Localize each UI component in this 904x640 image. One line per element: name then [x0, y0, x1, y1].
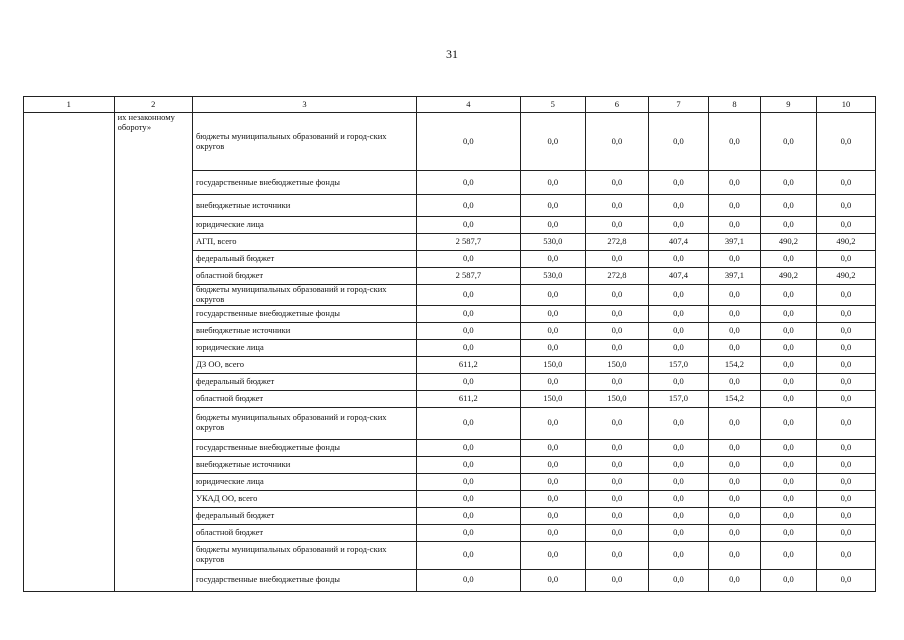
value-cell: 0,0 [416, 569, 520, 591]
funding-source-label: юридические лица [192, 339, 416, 356]
value-cell: 0,0 [760, 356, 816, 373]
value-cell: 0,0 [760, 113, 816, 171]
funding-source-label: ДЗ ОО, всего [192, 356, 416, 373]
value-cell: 0,0 [709, 569, 761, 591]
value-cell: 490,2 [816, 268, 875, 285]
value-cell: 0,0 [760, 171, 816, 195]
column-number: 5 [520, 97, 585, 113]
value-cell: 157,0 [648, 390, 708, 407]
value-cell: 0,0 [585, 322, 648, 339]
funding-source-label: АГП, всего [192, 234, 416, 251]
value-cell: 0,0 [416, 373, 520, 390]
value-cell: 0,0 [709, 439, 761, 456]
value-cell: 0,0 [816, 251, 875, 268]
value-cell: 0,0 [416, 439, 520, 456]
value-cell: 157,0 [648, 356, 708, 373]
value-cell: 0,0 [816, 524, 875, 541]
value-cell: 0,0 [760, 285, 816, 306]
column-number-row [24, 97, 876, 113]
value-cell: 0,0 [648, 305, 708, 322]
value-cell: 0,0 [760, 195, 816, 217]
value-cell: 397,1 [709, 268, 761, 285]
value-cell: 0,0 [416, 171, 520, 195]
column-number: 1 [24, 97, 115, 113]
funding-source-label: федеральный бюджет [192, 373, 416, 390]
funding-source-label: областной бюджет [192, 268, 416, 285]
value-cell: 154,2 [709, 390, 761, 407]
funding-source-label: внебюджетные источники [192, 456, 416, 473]
value-cell: 0,0 [416, 407, 520, 439]
value-cell: 0,0 [760, 524, 816, 541]
funding-source-label: бюджеты муниципальных образований и город-ских округов [192, 113, 416, 171]
value-cell: 0,0 [585, 490, 648, 507]
value-cell: 0,0 [585, 251, 648, 268]
value-cell: 0,0 [416, 217, 520, 234]
value-cell: 0,0 [416, 195, 520, 217]
value-cell: 0,0 [648, 456, 708, 473]
value-cell: 150,0 [585, 356, 648, 373]
value-cell: 0,0 [416, 524, 520, 541]
value-cell: 0,0 [760, 322, 816, 339]
value-cell: 0,0 [709, 339, 761, 356]
value-cell: 0,0 [585, 217, 648, 234]
value-cell: 0,0 [648, 569, 708, 591]
value-cell: 0,0 [520, 322, 585, 339]
value-cell: 0,0 [816, 305, 875, 322]
value-cell: 530,0 [520, 268, 585, 285]
value-cell: 0,0 [760, 541, 816, 569]
value-cell: 0,0 [585, 439, 648, 456]
value-cell: 0,0 [585, 113, 648, 171]
value-cell: 0,0 [760, 490, 816, 507]
value-cell: 0,0 [648, 285, 708, 306]
value-cell: 0,0 [709, 285, 761, 306]
value-cell: 0,0 [520, 507, 585, 524]
value-cell: 0,0 [648, 439, 708, 456]
value-cell: 0,0 [760, 439, 816, 456]
value-cell: 0,0 [648, 251, 708, 268]
value-cell: 0,0 [520, 251, 585, 268]
column-number: 9 [760, 97, 816, 113]
value-cell: 0,0 [416, 113, 520, 171]
value-cell: 407,4 [648, 268, 708, 285]
value-cell: 0,0 [520, 217, 585, 234]
value-cell: 0,0 [520, 439, 585, 456]
value-cell: 150,0 [520, 356, 585, 373]
value-cell: 0,0 [585, 456, 648, 473]
value-cell: 0,0 [416, 541, 520, 569]
value-cell: 0,0 [520, 113, 585, 171]
value-cell: 0,0 [520, 339, 585, 356]
value-cell: 0,0 [585, 524, 648, 541]
value-cell: 0,0 [648, 473, 708, 490]
value-cell: 0,0 [760, 456, 816, 473]
value-cell: 150,0 [585, 390, 648, 407]
value-cell: 0,0 [416, 473, 520, 490]
value-cell: 490,2 [760, 268, 816, 285]
value-cell: 0,0 [709, 456, 761, 473]
funding-source-label: бюджеты муниципальных образований и город-ских округов [192, 407, 416, 439]
value-cell: 0,0 [520, 285, 585, 306]
column-number: 10 [816, 97, 875, 113]
value-cell: 0,0 [709, 251, 761, 268]
value-cell: 0,0 [585, 541, 648, 569]
value-cell: 0,0 [416, 251, 520, 268]
funding-source-label: государственные внебюджетные фонды [192, 171, 416, 195]
value-cell: 0,0 [760, 473, 816, 490]
funding-source-label: внебюджетные источники [192, 195, 416, 217]
value-cell: 0,0 [709, 473, 761, 490]
value-cell: 0,0 [816, 339, 875, 356]
value-cell: 0,0 [709, 217, 761, 234]
funding-source-label: областной бюджет [192, 390, 416, 407]
value-cell: 0,0 [816, 113, 875, 171]
value-cell: 0,0 [709, 407, 761, 439]
value-cell: 0,0 [816, 171, 875, 195]
value-cell: 0,0 [416, 322, 520, 339]
value-cell: 0,0 [760, 251, 816, 268]
value-cell: 0,0 [648, 407, 708, 439]
value-cell: 0,0 [585, 507, 648, 524]
value-cell: 0,0 [416, 490, 520, 507]
budget-table [23, 96, 876, 592]
page-number: 31 [446, 47, 458, 61]
value-cell: 490,2 [816, 234, 875, 251]
value-cell: 0,0 [816, 456, 875, 473]
funding-source-label: государственные внебюджетные фонды [192, 569, 416, 591]
value-cell: 0,0 [585, 407, 648, 439]
value-cell: 272,8 [585, 234, 648, 251]
value-cell: 0,0 [520, 490, 585, 507]
value-cell: 0,0 [816, 390, 875, 407]
value-cell: 0,0 [585, 569, 648, 591]
funding-source-label: бюджеты муниципальных образований и город-ских округов [192, 285, 416, 306]
value-cell: 0,0 [760, 407, 816, 439]
column-number: 6 [585, 97, 648, 113]
value-cell: 0,0 [520, 373, 585, 390]
value-cell: 0,0 [585, 339, 648, 356]
value-cell: 0,0 [648, 322, 708, 339]
event-name-cell: их незаконному обороту» [114, 113, 192, 592]
table-row [24, 113, 876, 171]
value-cell: 0,0 [760, 507, 816, 524]
value-cell: 0,0 [709, 113, 761, 171]
value-cell: 530,0 [520, 234, 585, 251]
column-1-cell [24, 113, 115, 592]
value-cell: 0,0 [816, 322, 875, 339]
value-cell: 0,0 [816, 569, 875, 591]
value-cell: 0,0 [585, 373, 648, 390]
value-cell: 0,0 [709, 171, 761, 195]
value-cell: 0,0 [520, 524, 585, 541]
value-cell: 0,0 [709, 305, 761, 322]
value-cell: 2 587,7 [416, 234, 520, 251]
value-cell: 0,0 [816, 407, 875, 439]
value-cell: 0,0 [709, 524, 761, 541]
value-cell: 0,0 [520, 407, 585, 439]
value-cell: 0,0 [648, 339, 708, 356]
value-cell: 0,0 [760, 390, 816, 407]
value-cell: 0,0 [648, 507, 708, 524]
funding-source-label: государственные внебюджетные фонды [192, 305, 416, 322]
value-cell: 0,0 [648, 217, 708, 234]
value-cell: 0,0 [760, 305, 816, 322]
value-cell: 611,2 [416, 356, 520, 373]
value-cell: 0,0 [520, 456, 585, 473]
value-cell: 0,0 [816, 473, 875, 490]
column-number: 8 [709, 97, 761, 113]
value-cell: 0,0 [648, 490, 708, 507]
value-cell: 407,4 [648, 234, 708, 251]
value-cell: 0,0 [520, 195, 585, 217]
column-number: 7 [648, 97, 708, 113]
value-cell: 272,8 [585, 268, 648, 285]
value-cell: 0,0 [585, 305, 648, 322]
value-cell: 0,0 [709, 322, 761, 339]
value-cell: 611,2 [416, 390, 520, 407]
value-cell: 154,2 [709, 356, 761, 373]
value-cell: 0,0 [585, 473, 648, 490]
value-cell: 0,0 [709, 195, 761, 217]
value-cell: 0,0 [816, 507, 875, 524]
funding-source-label: УКАД ОО, всего [192, 490, 416, 507]
value-cell: 0,0 [585, 285, 648, 306]
funding-source-label: федеральный бюджет [192, 251, 416, 268]
table-body [24, 113, 876, 592]
value-cell: 0,0 [709, 490, 761, 507]
column-number: 2 [114, 97, 192, 113]
value-cell: 0,0 [816, 490, 875, 507]
value-cell: 0,0 [709, 373, 761, 390]
value-cell: 0,0 [416, 456, 520, 473]
value-cell: 0,0 [760, 373, 816, 390]
value-cell: 0,0 [760, 569, 816, 591]
value-cell: 0,0 [760, 339, 816, 356]
value-cell: 2 587,7 [416, 268, 520, 285]
value-cell: 397,1 [709, 234, 761, 251]
value-cell: 0,0 [816, 195, 875, 217]
value-cell: 0,0 [520, 171, 585, 195]
value-cell: 0,0 [585, 195, 648, 217]
value-cell: 0,0 [648, 195, 708, 217]
funding-source-label: юридические лица [192, 217, 416, 234]
value-cell: 0,0 [816, 439, 875, 456]
value-cell: 490,2 [760, 234, 816, 251]
value-cell: 0,0 [816, 541, 875, 569]
value-cell: 0,0 [520, 569, 585, 591]
value-cell: 0,0 [648, 373, 708, 390]
funding-source-label: бюджеты муниципальных образований и город-ских округов [192, 541, 416, 569]
value-cell: 0,0 [416, 305, 520, 322]
value-cell: 0,0 [520, 541, 585, 569]
value-cell: 0,0 [520, 473, 585, 490]
value-cell: 0,0 [416, 507, 520, 524]
value-cell: 0,0 [816, 356, 875, 373]
value-cell: 0,0 [520, 305, 585, 322]
funding-source-label: областной бюджет [192, 524, 416, 541]
value-cell: 150,0 [520, 390, 585, 407]
funding-source-label: юридические лица [192, 473, 416, 490]
value-cell: 0,0 [816, 285, 875, 306]
value-cell: 0,0 [816, 217, 875, 234]
value-cell: 0,0 [416, 339, 520, 356]
column-number: 3 [192, 97, 416, 113]
value-cell: 0,0 [416, 285, 520, 306]
column-number: 4 [416, 97, 520, 113]
value-cell: 0,0 [709, 541, 761, 569]
value-cell: 0,0 [760, 217, 816, 234]
value-cell: 0,0 [709, 507, 761, 524]
funding-source-label: федеральный бюджет [192, 507, 416, 524]
funding-source-label: государственные внебюджетные фонды [192, 439, 416, 456]
value-cell: 0,0 [816, 373, 875, 390]
value-cell: 0,0 [648, 171, 708, 195]
funding-source-label: внебюджетные источники [192, 322, 416, 339]
value-cell: 0,0 [585, 171, 648, 195]
value-cell: 0,0 [648, 541, 708, 569]
value-cell: 0,0 [648, 524, 708, 541]
value-cell: 0,0 [648, 113, 708, 171]
